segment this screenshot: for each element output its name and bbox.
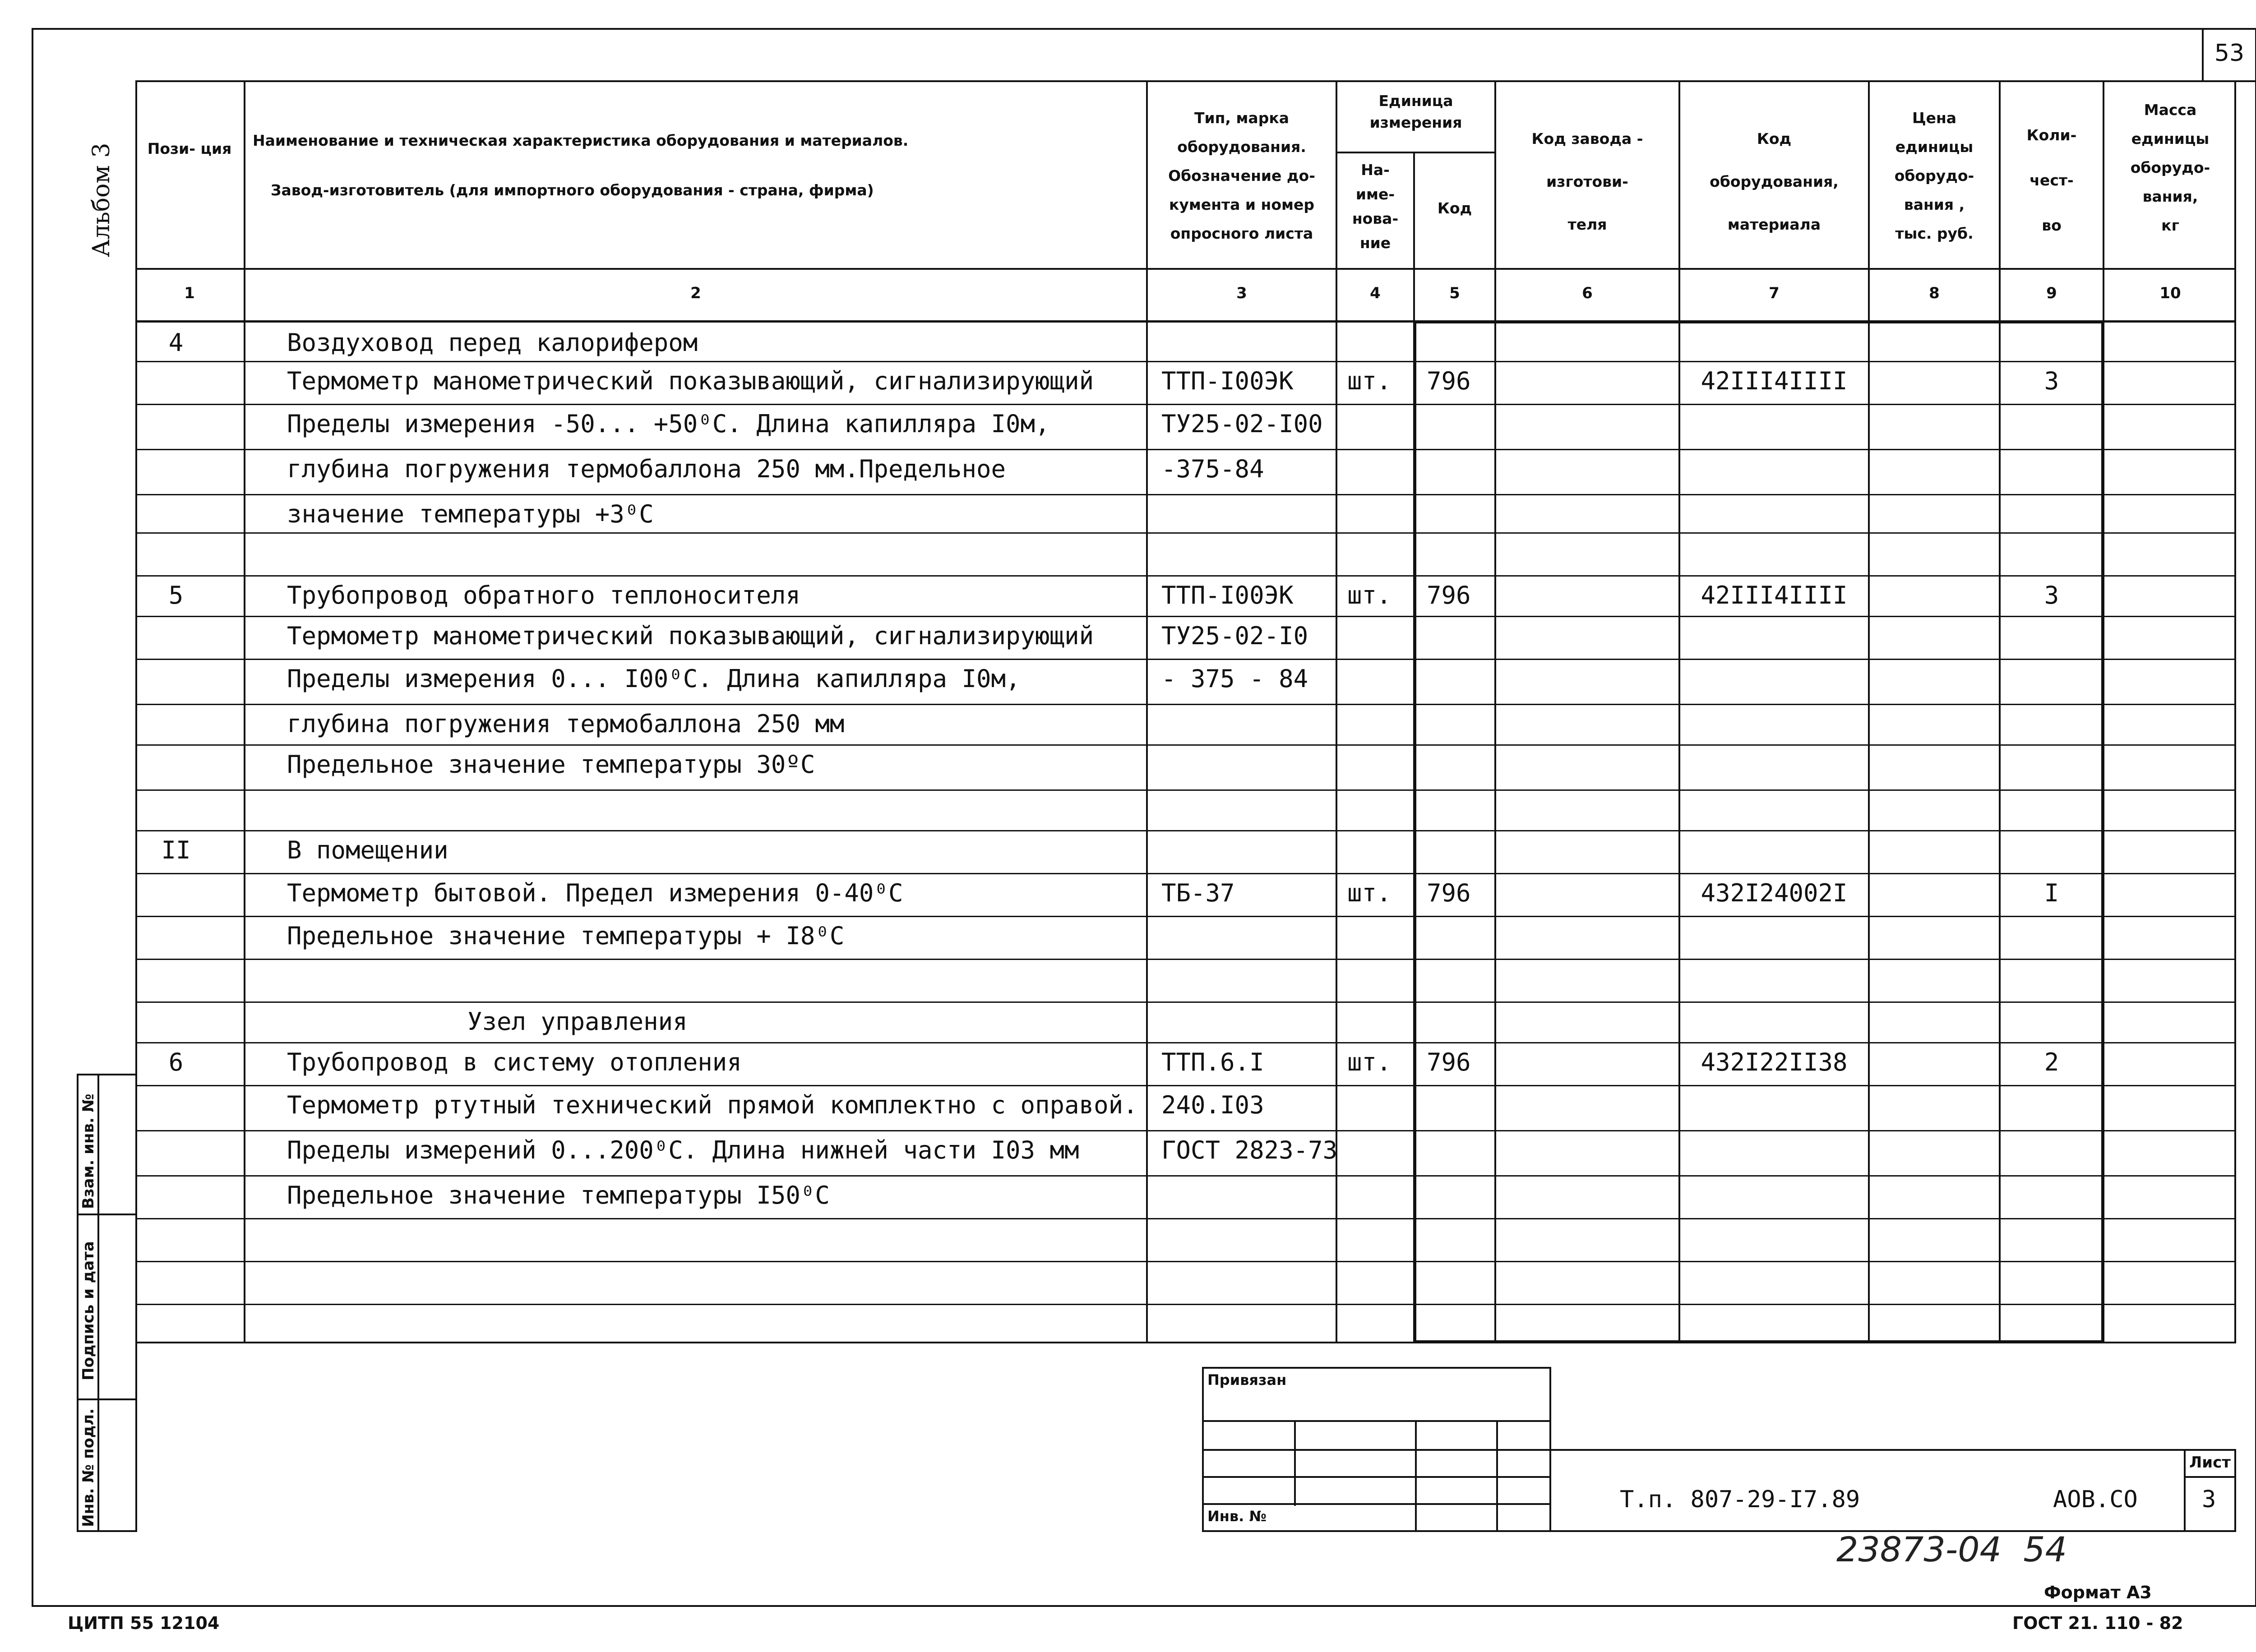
col-divider xyxy=(244,80,245,1343)
header-unit: Единица измерения xyxy=(1369,92,1462,131)
cell-qty: I xyxy=(2044,879,2059,907)
cell-code: 796 xyxy=(1427,879,1471,907)
cell-name: Термометр манометрический показывающий, сигнализирующий xyxy=(287,622,1094,650)
header-position: Пози- ция xyxy=(147,140,232,157)
row-line xyxy=(135,1218,2236,1219)
header-equipment-code: Код оборудования, материала xyxy=(1710,130,1839,233)
doc-mark: АОВ.СО xyxy=(2053,1486,2138,1513)
cell-name: Предельное значение температуры + I8⁰С xyxy=(287,922,845,950)
cell-name: Термометр ртутный технический прямой комплектно с оправой. xyxy=(287,1091,1138,1119)
cell-code: 796 xyxy=(1427,1048,1471,1076)
cell-type: ТТП-I00ЭК xyxy=(1161,367,1294,395)
cell-code: 796 xyxy=(1427,367,1471,395)
header-unit-code: Код xyxy=(1437,199,1472,217)
cell-qty: 3 xyxy=(2044,367,2059,395)
inv-no-label: Инв. № xyxy=(1207,1508,1267,1525)
thick-block xyxy=(1413,320,2104,1343)
header-unit-name: На- име- нова- ние xyxy=(1352,161,1399,252)
row-line xyxy=(135,744,2236,746)
row-line xyxy=(135,1175,2236,1177)
colnum-5: 5 xyxy=(1449,284,1460,302)
colnum-8: 8 xyxy=(1929,284,1940,302)
cell-name: значение температуры +3⁰С xyxy=(287,500,654,528)
row-line xyxy=(135,404,2236,405)
cell-equip: 42III4IIII xyxy=(1701,581,1848,609)
cell-equip: 432I22II38 xyxy=(1701,1048,1848,1076)
row-line xyxy=(135,1130,2236,1131)
header-price: Цена единицы оборудо- вания , тыс. руб. xyxy=(1894,109,1974,242)
header-plant-code: Код завода - изготови- теля xyxy=(1531,130,1643,233)
cell-qty: 3 xyxy=(2044,581,2059,609)
tb-line xyxy=(2184,1476,2236,1478)
cell-type: -375-84 xyxy=(1161,455,1264,483)
cell-pos: 6 xyxy=(168,1048,184,1076)
side-stamp-vzam: Взам. инв. № xyxy=(79,1094,97,1209)
row-line xyxy=(135,959,2236,960)
row-line xyxy=(135,1001,2236,1003)
cell-equip: 42III4IIII xyxy=(1701,367,1848,395)
side-stamp-podpis: Подпись и дата xyxy=(79,1241,97,1380)
cell-name: Узел управления xyxy=(467,1007,688,1036)
cell-unit: шт. xyxy=(1347,367,1392,395)
colnum-4: 4 xyxy=(1370,284,1381,302)
album-label: Альбом 3 xyxy=(88,143,115,257)
cell-name: Пределы измерения 0... I00⁰С. Длина капилляра I0м, xyxy=(287,664,1021,693)
unit-subline xyxy=(1336,152,1494,153)
side-stamp-divider xyxy=(77,1398,137,1400)
row-line xyxy=(135,1085,2236,1086)
tb-line xyxy=(1202,1420,1551,1422)
col-divider xyxy=(1146,80,1148,1343)
cell-name: Воздуховод перед калорифером xyxy=(287,328,698,357)
cell-unit: шт. xyxy=(1347,581,1392,609)
header-name-line1: Наименование и техническая характеристика оборудования и материалов. xyxy=(253,132,909,149)
cell-pos: II xyxy=(161,836,191,864)
header-type: Тип, марка оборудования. Обозначение до- кумента и номер опросного листа xyxy=(1168,109,1315,242)
cell-unit: шт. xyxy=(1347,879,1392,907)
colnum-2: 2 xyxy=(690,284,701,302)
cell-qty: 2 xyxy=(2044,1048,2059,1076)
row-line xyxy=(135,532,2236,534)
tb-line xyxy=(1202,1476,1551,1478)
bottom-right-code: ГОСТ 21. 110 - 82 xyxy=(2012,1613,2183,1633)
side-stamp-inv: Инв. № подл. xyxy=(79,1408,97,1527)
row-line xyxy=(135,789,2236,791)
cell-type: ТУ25-02-I0 xyxy=(1161,622,1308,650)
cell-unit: шт. xyxy=(1347,1048,1392,1076)
cell-equip: 432I24002I xyxy=(1701,879,1848,907)
row-line xyxy=(135,494,2236,495)
doc-code: Т.п. 807-29-I7.89 xyxy=(1620,1486,1860,1513)
colnum-7: 7 xyxy=(1769,284,1780,302)
tb-line xyxy=(1496,1420,1498,1532)
row-line xyxy=(135,916,2236,917)
cell-name: Термометр бытовой. Предел измерения 0-40⁰С xyxy=(287,879,903,907)
tb-line xyxy=(1415,1420,1417,1532)
cell-type: - 375 - 84 xyxy=(1161,664,1308,693)
cell-name: Трубопровод обратного теплоносителя xyxy=(287,581,800,609)
sheet-label: Лист xyxy=(2189,1454,2231,1472)
header-mass: Масса единицы оборудо- вания, кг xyxy=(2130,101,2210,234)
row-line xyxy=(135,830,2236,831)
cell-name: глубина погружения термобаллона 250 мм.Предельное xyxy=(287,455,1006,483)
cell-name: Трубопровод в систему отопления xyxy=(287,1048,742,1076)
row-line xyxy=(135,449,2236,450)
cell-type: ТУ25-02-I00 xyxy=(1161,410,1323,438)
colnum-6: 6 xyxy=(1582,284,1593,302)
cell-name: Предельное значение температуры 30ºС xyxy=(287,750,815,779)
cell-name: В помещении xyxy=(287,836,448,864)
tb-line xyxy=(1202,1503,1551,1505)
row-line xyxy=(135,361,2236,362)
row-line xyxy=(135,1042,2236,1043)
handwritten-number: 23873-04 54 xyxy=(1836,1529,2067,1569)
cell-pos: 4 xyxy=(168,328,184,357)
bottom-left-code: ЦИТП 55 12104 xyxy=(68,1613,220,1633)
colnum-10: 10 xyxy=(2159,284,2181,302)
cell-name: Предельное значение температуры I50⁰С xyxy=(287,1181,830,1209)
cell-name: глубина погружения термобаллона 250 мм xyxy=(287,710,845,738)
cell-type: ТТП.6.I xyxy=(1161,1048,1264,1076)
row-line xyxy=(135,1304,2236,1305)
header-quantity: Коли- чест- во xyxy=(2026,126,2077,234)
row-line xyxy=(135,616,2236,617)
colnum-3: 3 xyxy=(1236,284,1247,302)
cell-name: Пределы измерения -50... +50⁰С. Длина капилляра I0м, xyxy=(287,410,1050,438)
header-name-line2: Завод-изготовитель (для импортного оборудования - страна, фирма) xyxy=(271,181,874,199)
cell-type: 240.I03 xyxy=(1161,1091,1264,1119)
tb-line xyxy=(2184,1449,2186,1532)
tb-line xyxy=(1202,1449,1551,1451)
cell-type: ТТП-I00ЭК xyxy=(1161,581,1294,609)
side-stamp-divider xyxy=(77,1214,137,1215)
cell-type: ТБ-37 xyxy=(1161,879,1235,907)
row-line xyxy=(135,575,2236,577)
cell-name: Пределы измерений 0...200⁰С. Длина нижней части I03 мм xyxy=(287,1136,1079,1164)
tb-line xyxy=(1294,1420,1296,1506)
row-line xyxy=(135,704,2236,705)
row-line xyxy=(135,873,2236,874)
cell-type: ГОСТ 2823-73 xyxy=(1161,1136,1338,1164)
row-line xyxy=(135,659,2236,660)
sheet-number: 3 xyxy=(2202,1486,2216,1513)
cell-code: 796 xyxy=(1427,581,1471,609)
colnum-1: 1 xyxy=(184,284,195,302)
privyazan-label: Привязан xyxy=(1207,1371,1287,1389)
row-line xyxy=(135,1261,2236,1262)
colnum-9: 9 xyxy=(2046,284,2057,302)
side-stamp-divider xyxy=(97,1074,99,1532)
header-bottom-line xyxy=(135,268,2236,270)
cell-pos: 5 xyxy=(168,581,184,609)
page-number: 53 xyxy=(2214,40,2245,67)
cell-name: Термометр манометрический показывающий, сигнализирующий xyxy=(287,367,1094,395)
format-label: Формат А3 xyxy=(2044,1583,2152,1602)
